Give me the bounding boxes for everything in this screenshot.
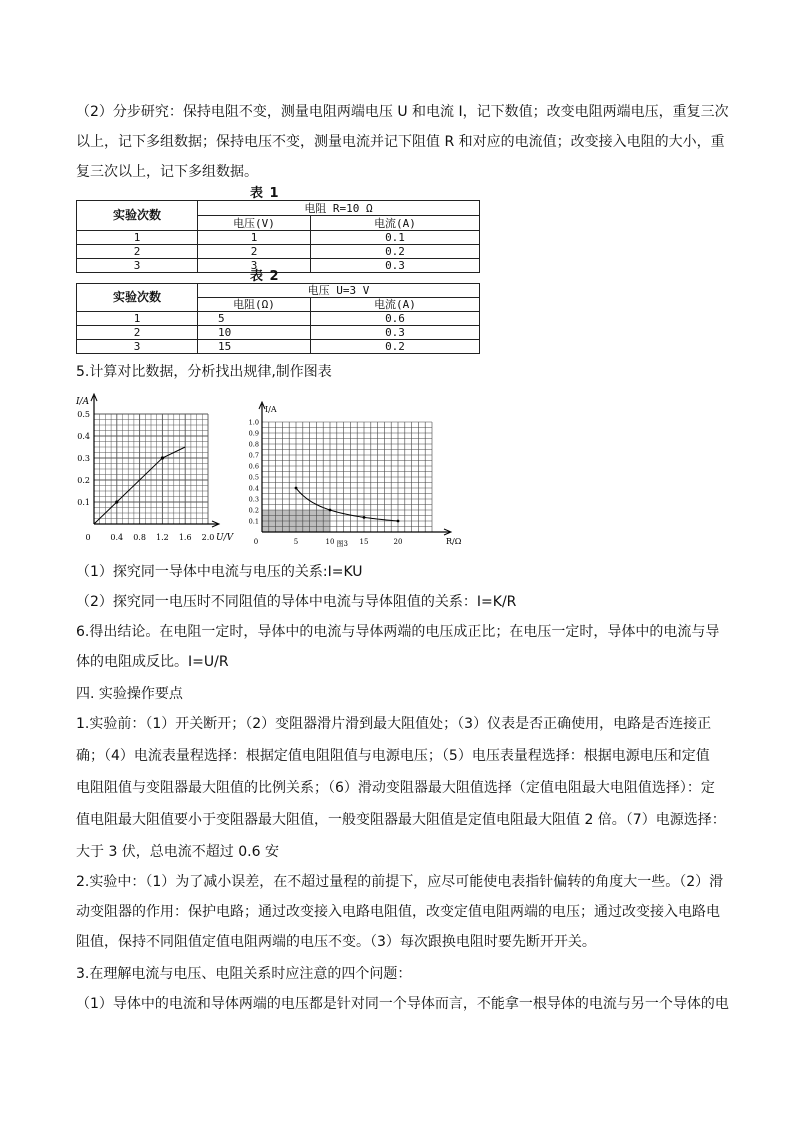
before-line3: 电阻阻值与变阻器最大阻值的比例关系；（6）滑动变阻器最大阻值选择（定值电阻最大电阻值选择）：定 — [76, 780, 715, 796]
data-point — [115, 500, 118, 503]
data-point — [397, 520, 400, 523]
step3-text: 3.在理解电流与电压、电阻关系时应注意的四个问题： — [76, 966, 412, 982]
chart-current-vs-resistance — [240, 398, 468, 550]
before-line5: 大于 3 伏，总电流不超过 0.6 安 — [76, 844, 279, 860]
table-cell: 1 — [77, 312, 198, 326]
x-tick-label: 1.2 — [156, 533, 169, 542]
y-tick-label: 0.6 — [248, 462, 259, 471]
x-tick-label: 0 — [85, 533, 91, 542]
x-axis-label: U/V — [216, 533, 234, 543]
during-line2: 动变阻器的作用：保护电路；通过改变接入电路电阻值，改变定值电阻两端的电压；通过改变接入电路电 — [76, 904, 720, 920]
before-line1: 1.实验前：（1）开关断开；（2）变阻器滑片滑到最大阻值处；（3）仪表是否正确使用，电路是否连接正 — [76, 716, 712, 732]
y-tick-label: 0.4 — [248, 484, 259, 493]
y-tick-label: 0.4 — [77, 432, 90, 441]
y-tick-label: 0.1 — [248, 517, 259, 526]
table1-title: 表 1 — [250, 186, 280, 201]
data-point — [161, 456, 164, 459]
step6-line2: 体的电阻成反比。I=U/R — [76, 654, 229, 670]
table-cell: 3 — [198, 259, 311, 273]
x-tick-label: 5 — [293, 538, 299, 546]
y-tick-label: 0.9 — [248, 429, 259, 438]
table2-header-current: 电流(A) — [311, 298, 480, 312]
x-tick-label: 10 — [325, 538, 335, 546]
x-tick-label: 15 — [359, 538, 369, 546]
y-axis-label: I/A — [76, 397, 90, 407]
x-tick-label: 0.8 — [133, 533, 146, 542]
table1 — [76, 200, 480, 273]
paragraph-step2-line3: 复三次以上，记下多组数据。 — [76, 164, 258, 180]
y-tick-label: 0.5 — [248, 473, 259, 482]
table2-header-trial: 实验次数 — [77, 284, 198, 312]
table-cell: 0.2 — [311, 245, 480, 259]
table-cell: 0.2 — [311, 340, 480, 354]
table2 — [76, 283, 480, 354]
y-axis-label: I/A — [265, 405, 277, 414]
data-point — [329, 509, 332, 512]
during-line1: 2.实验中：（1）为了减小误差，在不超过量程的前提下，应尽可能使电表指针偏转的角度大一些。（2）滑 — [76, 874, 724, 890]
table-cell: 0.1 — [311, 231, 480, 245]
before-line2: 确；（4）电流表量程选择：根据定值电阻阻值与电源电压；（5）电压表量程选择：根据电源电压和定值 — [76, 748, 710, 764]
paragraph-step2-line1: （2）分步研究：保持电阻不变，测量电阻两端电压 U 和电流 I，记下数值；改变电阻两端电压，重复三次 — [76, 104, 729, 120]
table-cell: 1 — [77, 231, 198, 245]
item1-text: （1）探究同一导体中电流与电压的关系:I=KU — [76, 564, 363, 580]
table2-header-resistance: 电阻(Ω) — [198, 298, 311, 312]
question1-text: （1）导体中的电流和导体两端的电压都是针对同一个导体而言，不能拿一根导体的电流与另一个导体的电 — [76, 996, 729, 1012]
figure-caption: 图3 — [336, 540, 348, 548]
table-row — [77, 312, 480, 326]
x-axis-label: R/Ω — [446, 537, 462, 546]
table-cell: 1 — [198, 231, 311, 245]
table-cell: 15 — [198, 340, 311, 354]
table1-header-group: 电阻 R=10 Ω — [198, 201, 480, 216]
y-tick-label: 0.3 — [77, 454, 90, 463]
before-line4: 值电阻最大阻值要小于变阻器最大阻值，一般变阻器最大阻值是定值电阻最大阻值 2 倍。（7）电源选择： — [76, 812, 726, 828]
y-tick-label: 0.2 — [77, 476, 90, 485]
paragraph-step2-line2: 以上，记下多组数据；保持电压不变，测量电流并记下阻值 R 和对应的电流值；改变接入电阻的大小，重 — [76, 134, 725, 150]
x-tick-label: 2.0 — [201, 533, 215, 542]
table-row — [77, 245, 480, 259]
x-tick-label: 0 — [253, 538, 259, 546]
table-cell: 0.6 — [311, 312, 480, 326]
table-cell: 2 — [77, 326, 198, 340]
x-tick-label: 20 — [393, 538, 403, 546]
table1-header-voltage: 电压(V) — [198, 216, 311, 231]
data-point — [363, 516, 366, 519]
x-tick-label: 1.6 — [178, 533, 192, 542]
table-cell: 3 — [77, 259, 198, 273]
table2-header-group: 电压 U=3 V — [198, 284, 480, 298]
during-line3: 阻值，保持不同阻值定值电阻两端的电压不变。（3）每次跟换电阻时要先断开开关。 — [76, 934, 596, 950]
table-cell: 3 — [77, 340, 198, 354]
y-tick-label: 0.7 — [248, 451, 259, 460]
table1-header-trial: 实验次数 — [77, 201, 198, 231]
y-tick-label: 0.3 — [248, 495, 259, 504]
table-cell: 0.3 — [311, 259, 480, 273]
y-tick-label: 0.1 — [77, 498, 90, 507]
y-tick-label: 0.2 — [248, 506, 259, 515]
y-tick-label: 1.0 — [248, 418, 259, 427]
table-row — [77, 340, 480, 354]
table-cell: 5 — [198, 312, 311, 326]
y-tick-label: 0.5 — [77, 410, 90, 419]
table2-title: 表 2 — [250, 269, 280, 284]
item2-text: （2）探究同一电压时不同阻值的导体中电流与导体阻值的关系：I=K/R — [76, 594, 517, 610]
table-cell: 0.3 — [311, 326, 480, 340]
table-cell: 2 — [77, 245, 198, 259]
step6-line1: 6.得出结论。在电阻一定时，导体中的电流与导体两端的电压成正比；在电压一定时，导体中的电流与导 — [76, 624, 720, 640]
y-tick-label: 0.8 — [248, 440, 259, 449]
section4-heading: 四. 实验操作要点 — [76, 686, 183, 702]
chart-current-vs-voltage — [70, 392, 240, 546]
table1-header-current: 电流(A) — [311, 216, 480, 231]
step5-text: 5.计算对比数据，分析找出规律,制作图表 — [76, 364, 332, 380]
table-row — [77, 231, 480, 245]
data-point — [295, 487, 298, 490]
table-row — [77, 326, 480, 340]
x-tick-label: 0.4 — [110, 533, 124, 542]
table-cell: 2 — [198, 245, 311, 259]
table-cell: 10 — [198, 326, 311, 340]
